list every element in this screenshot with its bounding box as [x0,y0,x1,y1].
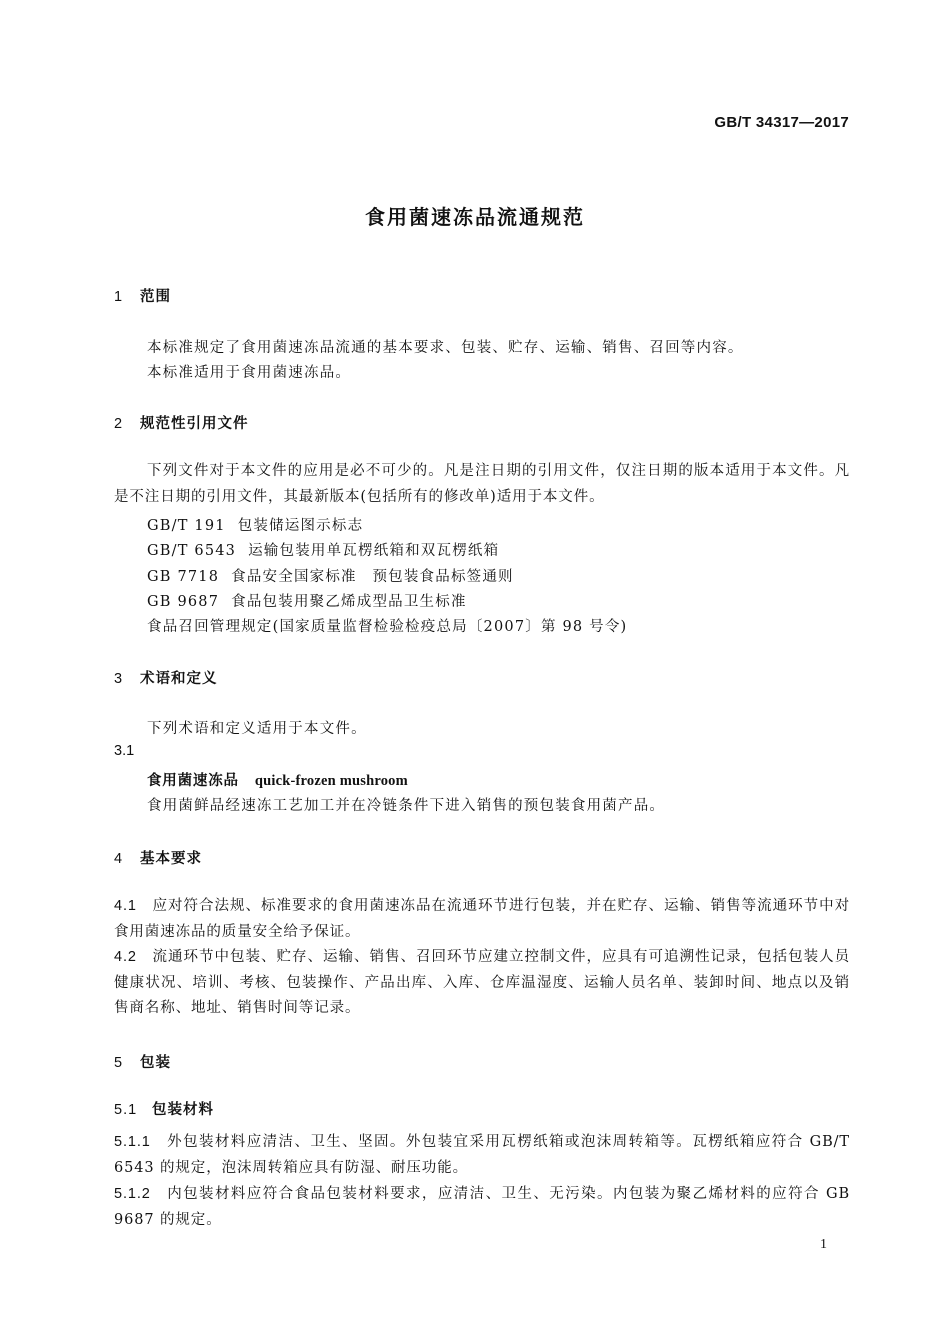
section-1-paragraph-2: 本标准适用于食用菌速冻品。 [147,365,352,381]
section-5-number: 5 [114,1055,124,1071]
section-4-title: 基本要求 [140,851,202,867]
section-3-number: 3 [114,671,124,687]
section-3-title: 术语和定义 [140,671,218,687]
page-number: 1 [820,1237,827,1252]
subsection-5-1-title: 包装材料 [152,1102,214,1118]
reference-item-regulation: 食品召回管理规定(国家质量监督检验检疫总局〔2007〕第 98 号令) [147,619,628,635]
clause-5-1-1 [114,1130,850,1181]
term-definition: 食用菌鲜品经速冻工艺加工并在冷链条件下进入销售的预包装食用菌产品。 [147,798,666,814]
clause-3-1-number: 3.1 [114,743,135,759]
section-5-heading [114,1051,171,1072]
reference-code: GB 7718 [147,569,220,585]
section-5-title: 包装 [140,1055,171,1071]
section-1-paragraph-1: 本标准规定了食用菌速冻品流通的基本要求、包装、贮存、运输、销售、召回等内容。 [147,340,744,356]
clause-5-1-1-text: 外包装材料应清洁、卫生、坚固。外包装宜采用瓦楞纸箱或泡沫周转箱等。瓦楞纸箱应符合 GB/T 6543 的规定，泡沫周转箱应具有防湿、耐压功能。 [114,1134,850,1176]
term-entry [147,769,408,790]
reference-title: 包装储运图示标志 [237,518,364,534]
reference-item [147,590,467,611]
reference-code: GB 9687 [147,594,220,610]
document-title: 食用菌速冻品流通规范 [365,205,585,229]
clause-4-1-text: 应对符合法规、标准要求的食用菌速冻品在流通环节进行包装，并在贮存、运输、销售等流通环节中对食用菌速冻品的质量安全给予保证。 [114,898,850,940]
clause-4-1 [114,894,850,945]
reference-item [147,565,514,586]
section-1-title: 范围 [140,289,171,305]
clause-5-1-2 [114,1182,850,1233]
subsection-5-1-number: 5.1 [114,1102,138,1118]
reference-item [147,539,499,560]
section-2-number: 2 [114,416,124,432]
reference-code: GB/T 191 [147,518,226,534]
section-2-heading [114,412,249,433]
reference-title: 运输包装用单瓦楞纸箱和双瓦楞纸箱 [248,543,500,559]
standard-number: GB/T 34317—2017 [714,114,849,131]
term-english: quick-frozen mushroom [254,773,408,789]
clause-5-1-2-number: 5.1.2 [114,1186,151,1202]
clause-4-2 [114,945,850,1022]
section-2-intro: 下列文件对于本文件的应用是必不可少的。凡是注日期的引用文件，仅注日期的版本适用于本文件。凡是不注日期的引用文件，其最新版本(包括所有的修改单)适用于本文件。 [114,463,850,505]
reference-title: 食品安全国家标准 预包装食品标签通则 [231,569,514,585]
reference-code: GB/T 6543 [147,543,237,559]
clause-4-2-text: 流通环节中包装、贮存、运输、销售、召回环节应建立控制文件，应具有可追溯性记录，包括包装人员健康状况、培训、考核、包装操作、产品出库、入库、仓库温湿度、运输人员名单、装卸时间、地点以及销售商名称、地址、销售时间等记录。 [114,949,850,1016]
section-4-heading [114,847,202,868]
subsection-5-1-heading [114,1098,214,1119]
section-2-title: 规范性引用文件 [140,416,249,432]
term-chinese: 食用菌速冻品 [147,773,239,789]
clause-5-1-1-number: 5.1.1 [114,1134,151,1150]
section-3-heading [114,667,218,688]
section-4-number: 4 [114,851,124,867]
reference-item [147,514,363,535]
section-3-intro: 下列术语和定义适用于本文件。 [147,721,367,737]
clause-4-2-number: 4.2 [114,949,137,965]
reference-title: 食品包装用聚乙烯成型品卫生标准 [231,594,467,610]
section-1-number: 1 [114,289,124,305]
section-1-heading [114,285,171,306]
clause-5-1-2-text: 内包装材料应符合食品包装材料要求，应清洁、卫生、无污染。内包装为聚乙烯材料的应符合 GB 9687 的规定。 [114,1186,850,1228]
clause-4-1-number: 4.1 [114,898,137,914]
